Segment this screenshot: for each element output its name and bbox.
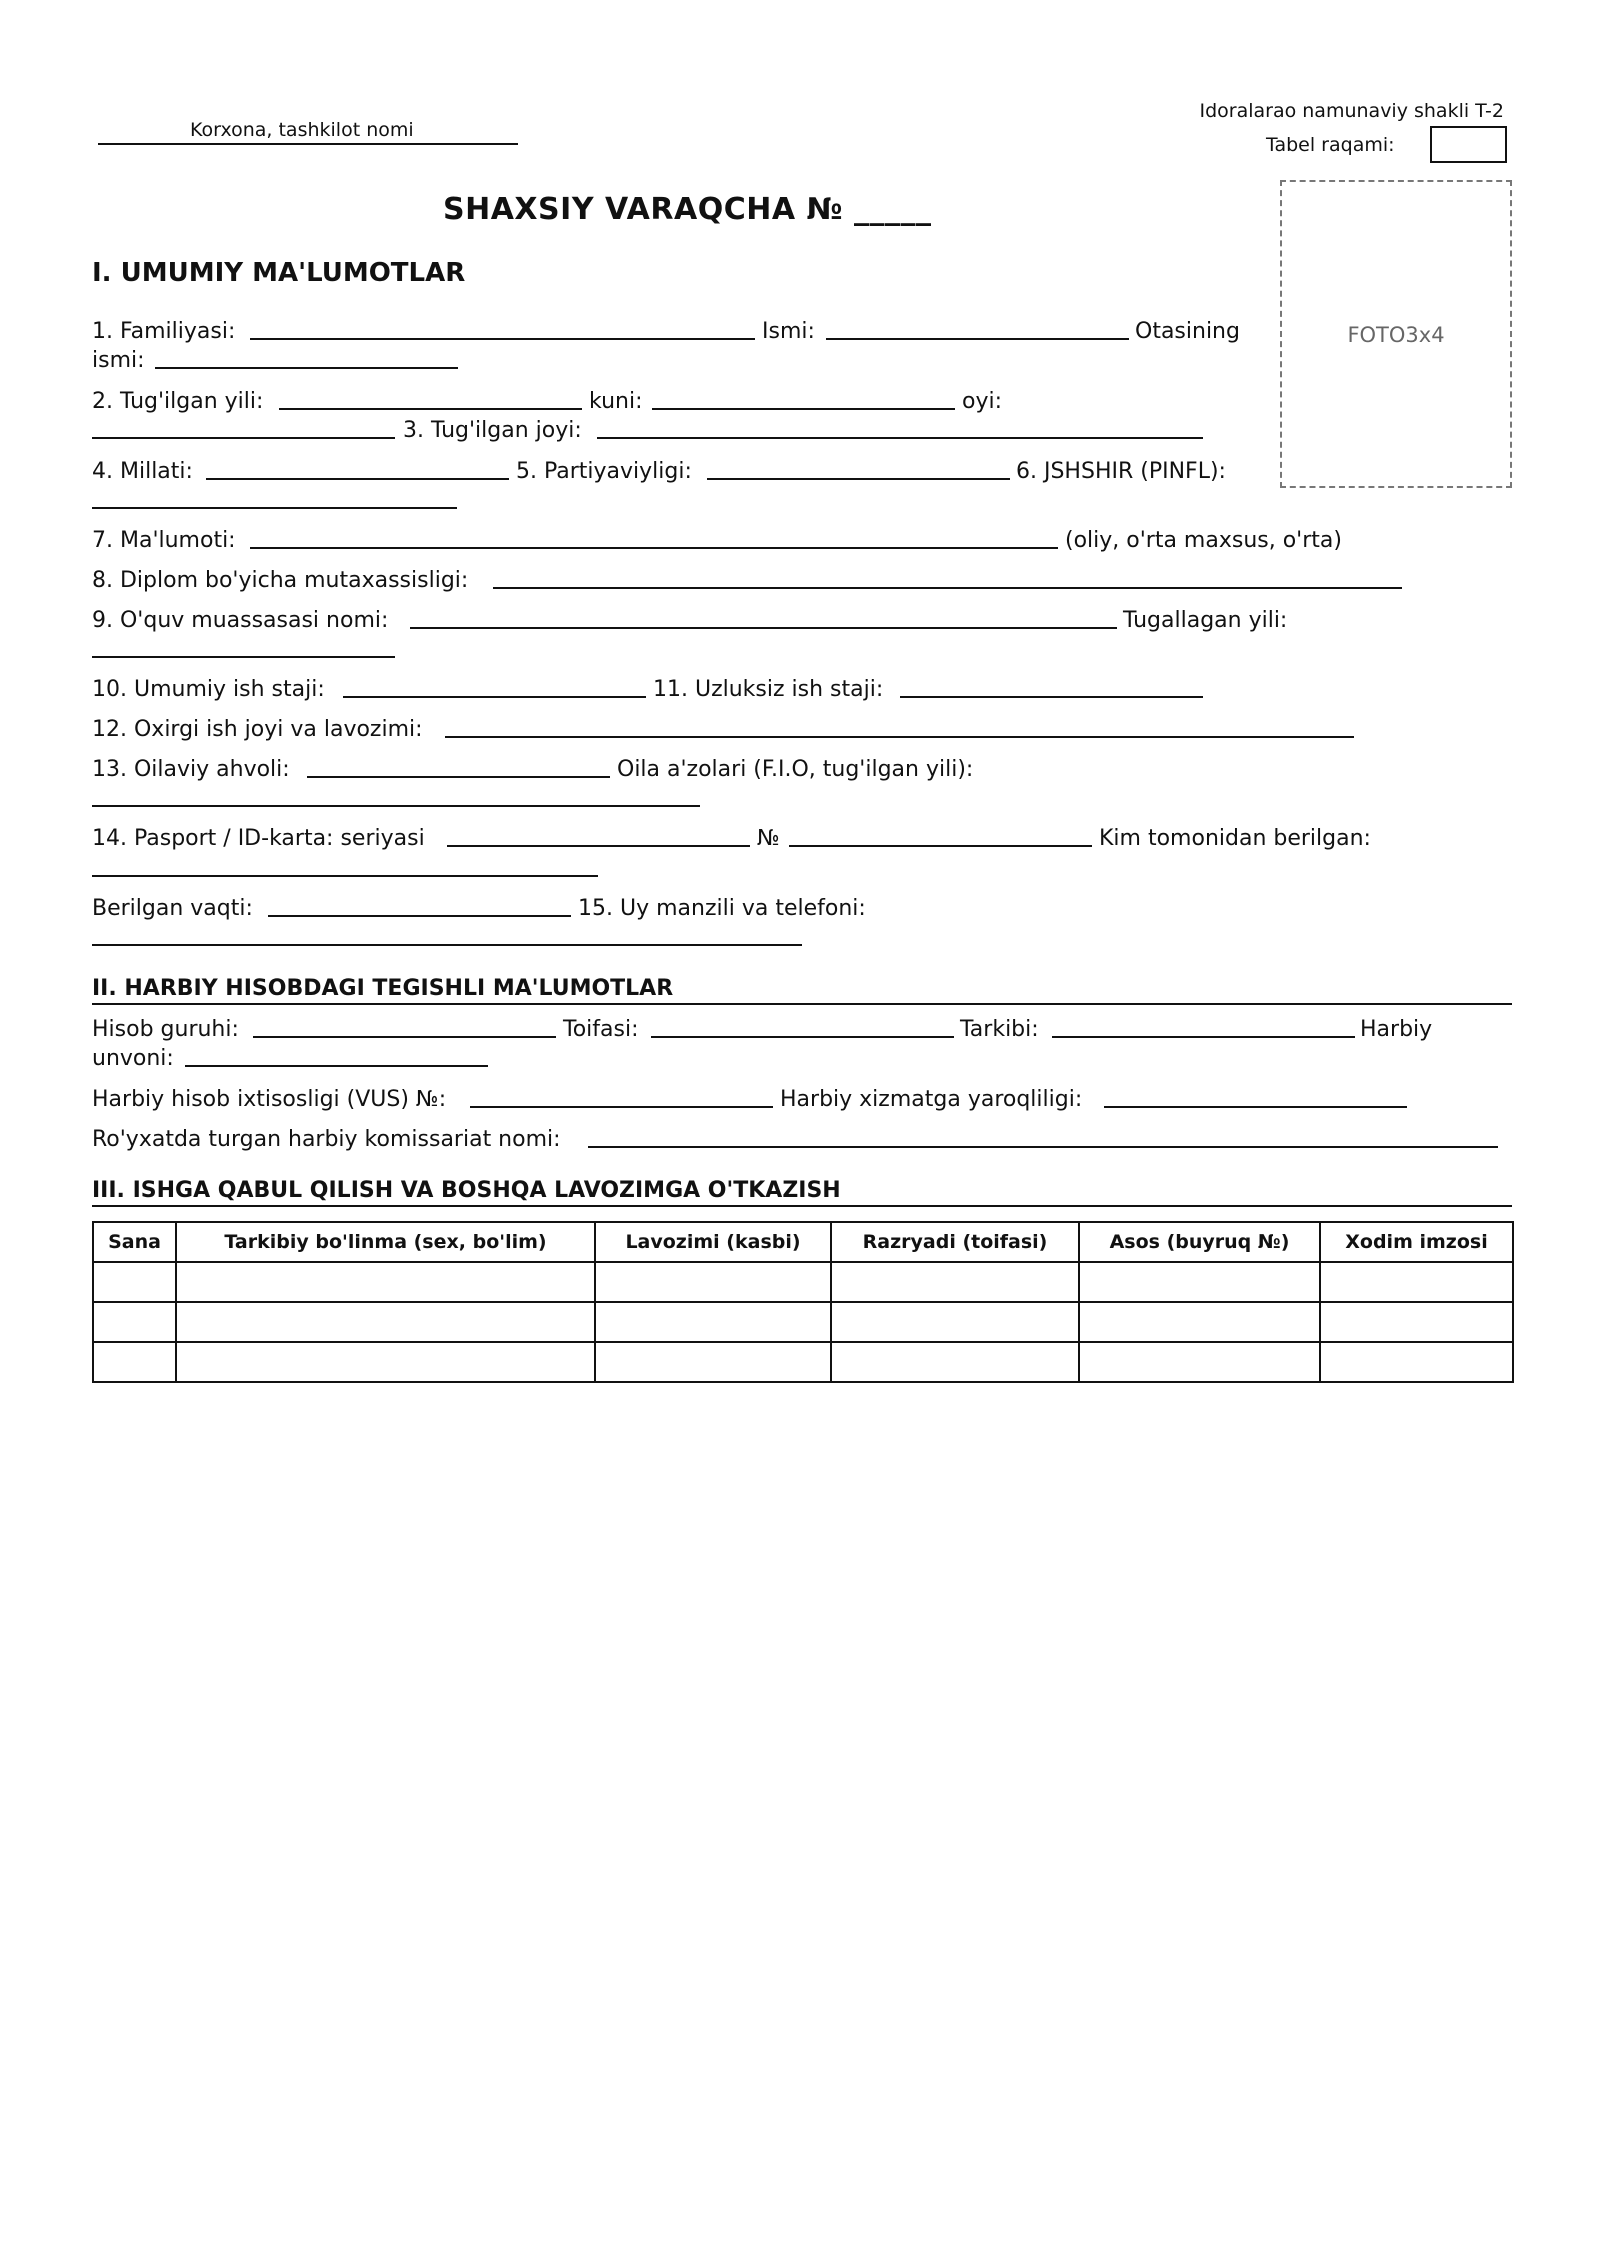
oxirgi-ish-label: 12. Oxirgi ish joyi va lavozimi: (92, 717, 423, 742)
partiyaviyligi-field[interactable] (707, 478, 1010, 480)
berilgan-vaqti-label: Berilgan vaqti: (92, 896, 253, 921)
pasport-seriya-field[interactable] (447, 845, 750, 847)
table-cell[interactable] (1320, 1302, 1513, 1342)
column-header-xodim-imzosi: Xodim imzosi (1320, 1222, 1513, 1262)
section-2-rule (92, 1003, 1512, 1005)
table-cell[interactable] (1320, 1342, 1513, 1382)
malumoti-field[interactable] (250, 547, 1058, 549)
ismi-field[interactable] (826, 338, 1129, 340)
tabel-number-label: Tabel raqami: (1266, 134, 1395, 156)
document-title: SHAXSIY VARAQCHA № _____ (443, 192, 932, 227)
column-header-tarkibiy-bolinma: Tarkibiy bo'linma (sex, bo'lim) (176, 1222, 595, 1262)
tugilgan-yili-label: 2. Tug'ilgan yili: (92, 389, 264, 414)
table-cell[interactable] (176, 1342, 595, 1382)
column-header-lavozimi: Lavozimi (kasbi) (595, 1222, 831, 1262)
diplom-label: 8. Diplom bo'yicha mutaxassisligi: (92, 568, 469, 593)
tugilgan-joyi-field[interactable] (597, 437, 1203, 439)
table-cell[interactable] (1079, 1262, 1320, 1302)
oquv-field[interactable] (410, 627, 1117, 629)
appointments-table (92, 1221, 1514, 1383)
uzluksiz-staj-label: 11. Uzluksiz ish staji: (653, 677, 884, 702)
pasport-raqam-label: № (757, 826, 780, 851)
malumoti-label: 7. Ma'lumoti: (92, 528, 236, 553)
table-cell[interactable] (1079, 1302, 1320, 1342)
millati-label: 4. Millati: (92, 459, 193, 484)
kuni-label: kuni: (589, 389, 643, 414)
vus-field[interactable] (470, 1106, 773, 1108)
otasining-ismi-label: ismi: (92, 348, 145, 373)
oyi-label: oyi: (962, 389, 1003, 414)
uy-manzili-label: 15. Uy manzili va telefoni: (578, 896, 866, 921)
otasining-label: Otasining (1135, 319, 1240, 344)
table-cell[interactable] (176, 1262, 595, 1302)
oilaviy-label: 13. Oilaviy ahvoli: (92, 757, 290, 782)
table-cell[interactable] (595, 1302, 831, 1342)
table-cell[interactable] (93, 1302, 176, 1342)
vus-label: Harbiy hisob ixtisosligi (VUS) №: (92, 1087, 447, 1112)
umumiy-staj-label: 10. Umumiy ish staji: (92, 677, 325, 702)
familiyasi-field[interactable] (250, 338, 755, 340)
oila-azolari-field[interactable] (92, 805, 700, 807)
form-code-label: Idoralarao namunaviy shakli T-2 (1199, 100, 1504, 122)
photo-placeholder (1280, 180, 1512, 488)
oxirgi-ish-field[interactable] (445, 736, 1354, 738)
hisob-guruhi-field[interactable] (253, 1036, 556, 1038)
toifasi-label: Toifasi: (563, 1017, 639, 1042)
uzluksiz-staj-field[interactable] (900, 696, 1203, 698)
tugallagan-field[interactable] (92, 656, 395, 658)
kim-tomonidan-field[interactable] (92, 875, 598, 877)
tugallagan-label: Tugallagan yili: (1123, 608, 1288, 633)
section-1-heading: I. UMUMIY MA'LUMOTLAR (92, 258, 466, 288)
table-row (93, 1262, 1513, 1302)
oquv-label: 9. O'quv muassasasi nomi: (92, 608, 389, 633)
hisob-guruhi-label: Hisob guruhi: (92, 1017, 239, 1042)
table-cell[interactable] (93, 1342, 176, 1382)
unvoni-label: unvoni: (92, 1046, 174, 1071)
section-3-heading: III. ISHGA QABUL QILISH VA BOSHQA LAVOZIMGA O'TKAZISH (92, 1178, 841, 1203)
oila-azolari-label: Oila a'zolari (F.I.O, tug'ilgan yili): (617, 757, 974, 782)
harbiy-label: Harbiy (1360, 1017, 1433, 1042)
table-cell[interactable] (595, 1262, 831, 1302)
table-cell[interactable] (93, 1262, 176, 1302)
oyi-field[interactable] (92, 437, 395, 439)
column-header-sana: Sana (93, 1222, 176, 1262)
pasport-raqam-field[interactable] (789, 845, 1092, 847)
yaroqliligi-label: Harbiy xizmatga yaroqliligi: (780, 1087, 1083, 1112)
komissariat-label: Ro'yxatda turgan harbiy komissariat nomi: (92, 1127, 561, 1152)
pasport-label: 14. Pasport / ID-karta: seriyasi (92, 826, 425, 851)
organization-name-field[interactable] (98, 143, 518, 145)
uy-manzili-field[interactable] (92, 944, 802, 946)
toifasi-field[interactable] (651, 1036, 954, 1038)
kuni-field[interactable] (652, 408, 955, 410)
section-3-rule (92, 1205, 1512, 1207)
familiyasi-label: 1. Familiyasi: (92, 319, 236, 344)
unvoni-field[interactable] (185, 1065, 488, 1067)
table-cell[interactable] (176, 1302, 595, 1342)
jshshir-field[interactable] (92, 507, 457, 509)
millati-field[interactable] (206, 478, 509, 480)
table-row (93, 1342, 1513, 1382)
table-cell[interactable] (595, 1342, 831, 1382)
table-cell[interactable] (1079, 1342, 1320, 1382)
berilgan-vaqti-field[interactable] (268, 915, 571, 917)
tugilgan-joyi-label: 3. Tug'ilgan joyi: (403, 418, 582, 443)
column-header-razryadi: Razryadi (toifasi) (831, 1222, 1079, 1262)
diplom-field[interactable] (493, 587, 1402, 589)
table-cell[interactable] (831, 1302, 1079, 1342)
photo-label: FOTO3x4 (1347, 323, 1445, 347)
malumoti-hint: (oliy, o'rta maxsus, o'rta) (1065, 528, 1342, 553)
otasining-ismi-field[interactable] (155, 367, 458, 369)
tugilgan-yili-field[interactable] (279, 408, 582, 410)
ismi-label: Ismi: (762, 319, 815, 344)
table-header-row (93, 1222, 1513, 1262)
table-cell[interactable] (1320, 1262, 1513, 1302)
komissariat-field[interactable] (588, 1146, 1498, 1148)
table-cell[interactable] (831, 1262, 1079, 1302)
tarkibi-field[interactable] (1052, 1036, 1355, 1038)
organization-name-label: Korxona, tashkilot nomi (190, 119, 414, 141)
tarkibi-label: Tarkibi: (960, 1017, 1039, 1042)
partiyaviyligi-label: 5. Partiyaviyligi: (516, 459, 692, 484)
umumiy-staj-field[interactable] (343, 696, 646, 698)
table-row (93, 1302, 1513, 1342)
column-header-asos: Asos (buyruq №) (1079, 1222, 1320, 1262)
section-2-heading: II. HARBIY HISOBDAGI TEGISHLI MA'LUMOTLAR (92, 976, 674, 1001)
tabel-number-box[interactable] (1430, 126, 1507, 163)
jshshir-label: 6. JSHSHIR (PINFL): (1016, 459, 1226, 484)
oilaviy-field[interactable] (307, 776, 610, 778)
kim-tomonidan-label: Kim tomonidan berilgan: (1099, 826, 1371, 851)
yaroqliligi-field[interactable] (1104, 1106, 1407, 1108)
table-cell[interactable] (831, 1342, 1079, 1382)
